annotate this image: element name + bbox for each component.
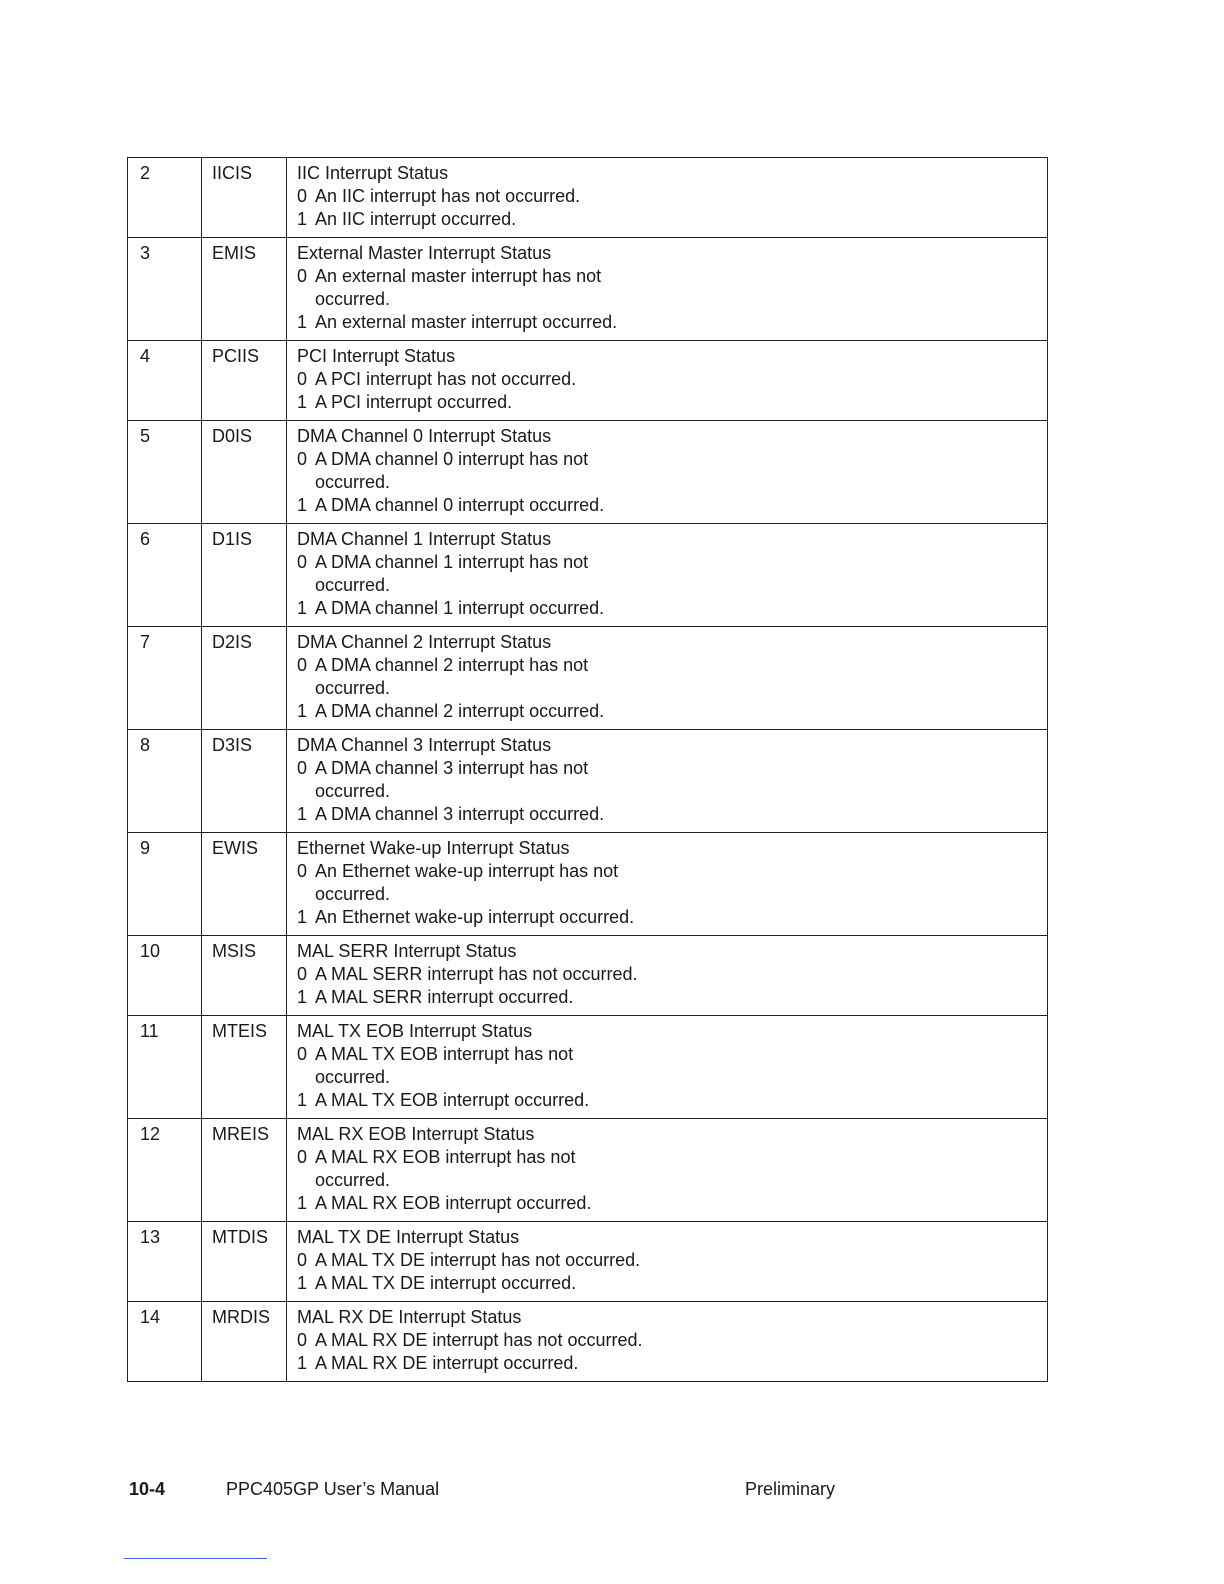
table-row <box>128 833 1048 936</box>
field-name: MRDIS <box>202 1302 287 1382</box>
bit-number: 2 <box>128 158 202 238</box>
value-0-line: 0 A DMA channel 2 interrupt has not occurred. <box>297 655 589 698</box>
table-row <box>128 158 1048 238</box>
field-description <box>287 238 1048 341</box>
table-row <box>128 421 1048 524</box>
bit-number: 8 <box>128 730 202 833</box>
footer-rule <box>124 1558 267 1559</box>
value-0-line: 0 A DMA channel 3 interrupt has not occurred. <box>297 758 589 801</box>
bit-number: 7 <box>128 627 202 730</box>
table-row <box>128 627 1048 730</box>
table-row <box>128 1119 1048 1222</box>
register-bit-table <box>127 157 1048 1382</box>
bit-number: 10 <box>128 936 202 1016</box>
value-1-line: 1 An IIC interrupt occurred. <box>297 209 517 229</box>
value-0-line: 0 An external master interrupt has not occurred. <box>297 266 602 309</box>
field-name: D1IS <box>202 524 287 627</box>
value-1-line: 1 A MAL RX DE interrupt occurred. <box>297 1353 579 1373</box>
value-0-line: 0 A MAL TX DE interrupt has not occurred. <box>297 1250 641 1270</box>
field-description <box>287 730 1048 833</box>
description-title: Ethernet Wake-up Interrupt Status <box>297 838 570 858</box>
field-name: IICIS <box>202 158 287 238</box>
value-1-line: 1 An Ethernet wake-up interrupt occurred. <box>297 907 635 927</box>
field-description <box>287 1016 1048 1119</box>
field-description <box>287 627 1048 730</box>
field-name: MTDIS <box>202 1222 287 1302</box>
description-title: DMA Channel 1 Interrupt Status <box>297 529 552 549</box>
field-description <box>287 158 1048 238</box>
field-name: D2IS <box>202 627 287 730</box>
table-row <box>128 1302 1048 1382</box>
description-title: DMA Channel 3 Interrupt Status <box>297 735 552 755</box>
field-description <box>287 833 1048 936</box>
description-title: MAL RX DE Interrupt Status <box>297 1307 522 1327</box>
field-description <box>287 1222 1048 1302</box>
description-title: MAL TX EOB Interrupt Status <box>297 1021 533 1041</box>
bit-number: 14 <box>128 1302 202 1382</box>
bit-number: 12 <box>128 1119 202 1222</box>
table-row <box>128 1222 1048 1302</box>
value-1-line: 1 A PCI interrupt occurred. <box>297 392 513 412</box>
value-1-line: 1 A DMA channel 2 interrupt occurred. <box>297 701 605 721</box>
bit-number: 3 <box>128 238 202 341</box>
table-row <box>128 524 1048 627</box>
description-title: DMA Channel 2 Interrupt Status <box>297 632 552 652</box>
value-1-line: 1 A MAL TX EOB interrupt occurred. <box>297 1090 590 1110</box>
field-name: PCIIS <box>202 341 287 421</box>
field-name: MSIS <box>202 936 287 1016</box>
table-row <box>128 936 1048 1016</box>
field-description <box>287 524 1048 627</box>
field-description <box>287 1302 1048 1382</box>
value-1-line: 1 An external master interrupt occurred. <box>297 312 618 332</box>
bit-number: 13 <box>128 1222 202 1302</box>
bit-number: 4 <box>128 341 202 421</box>
value-0-line: 0 A DMA channel 1 interrupt has not occurred. <box>297 552 589 595</box>
bit-number: 5 <box>128 421 202 524</box>
bit-number: 11 <box>128 1016 202 1119</box>
table-row <box>128 341 1048 421</box>
page-number: 10-4 <box>129 1479 166 1499</box>
value-1-line: 1 A DMA channel 1 interrupt occurred. <box>297 598 605 618</box>
field-description <box>287 341 1048 421</box>
description-title: MAL RX EOB Interrupt Status <box>297 1124 535 1144</box>
document-status: Preliminary <box>745 1479 836 1499</box>
field-name: D0IS <box>202 421 287 524</box>
table-row <box>128 730 1048 833</box>
field-name: D3IS <box>202 730 287 833</box>
field-name: MREIS <box>202 1119 287 1222</box>
value-0-line: 0 An Ethernet wake-up interrupt has not occurred. <box>297 861 619 904</box>
field-description <box>287 421 1048 524</box>
value-0-line: 0 A MAL SERR interrupt has not occurred. <box>297 964 638 984</box>
value-1-line: 1 A DMA channel 3 interrupt occurred. <box>297 804 605 824</box>
description-title: IIC Interrupt Status <box>297 163 449 183</box>
description-title: DMA Channel 0 Interrupt Status <box>297 426 552 446</box>
manual-title: PPC405GP User’s Manual <box>226 1479 440 1499</box>
field-name: EMIS <box>202 238 287 341</box>
field-description <box>287 1119 1048 1222</box>
value-0-line: 0 A MAL RX EOB interrupt has not occurred. <box>297 1147 576 1190</box>
description-title: External Master Interrupt Status <box>297 243 552 263</box>
description-title: MAL TX DE Interrupt Status <box>297 1227 520 1247</box>
value-0-line: 0 A PCI interrupt has not occurred. <box>297 369 577 389</box>
table-row <box>128 1016 1048 1119</box>
description-title: MAL SERR Interrupt Status <box>297 941 517 961</box>
value-1-line: 1 A DMA channel 0 interrupt occurred. <box>297 495 605 515</box>
value-0-line: 0 A MAL RX DE interrupt has not occurred. <box>297 1330 643 1350</box>
value-1-line: 1 A MAL SERR interrupt occurred. <box>297 987 574 1007</box>
table-row <box>128 238 1048 341</box>
bit-number: 6 <box>128 524 202 627</box>
description-title: PCI Interrupt Status <box>297 346 456 366</box>
value-1-line: 1 A MAL TX DE interrupt occurred. <box>297 1273 577 1293</box>
field-description <box>287 936 1048 1016</box>
field-name: MTEIS <box>202 1016 287 1119</box>
value-0-line: 0 An IIC interrupt has not occurred. <box>297 186 581 206</box>
bit-number: 9 <box>128 833 202 936</box>
value-0-line: 0 A DMA channel 0 interrupt has not occurred. <box>297 449 589 492</box>
field-name: EWIS <box>202 833 287 936</box>
value-0-line: 0 A MAL TX EOB interrupt has not occurred. <box>297 1044 574 1087</box>
value-1-line: 1 A MAL RX EOB interrupt occurred. <box>297 1193 592 1213</box>
